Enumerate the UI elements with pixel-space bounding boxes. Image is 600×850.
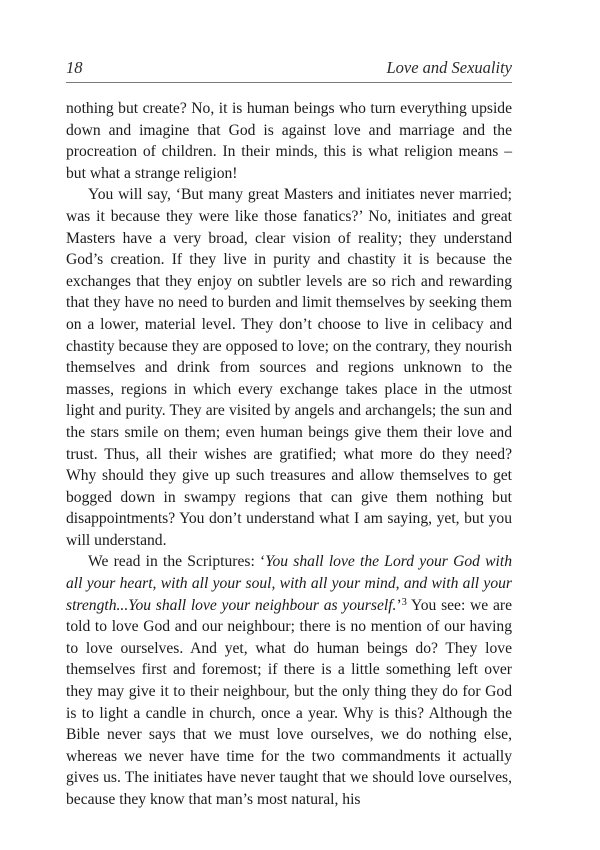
header-rule	[66, 82, 512, 83]
running-header	[66, 58, 512, 80]
running-title: Love and Sexuality	[386, 58, 512, 77]
page-number: 18	[66, 58, 83, 77]
paragraph-2: You will say, ‘But many great Masters and initiates never married; was it because they were like those fanatics?’ No, initiates and great Masters have a very broad, clear vision of reality; they understand God’s creation. If they live in purity and chastity it is because the exchanges that they enjoy on subtler levels are so rich and rewarding that they have no need to burden and limit themselves by seeking them on a lower, material level. They don’t choose to live in celibacy and chastity because they are opposed to love; on the contrary, they nourish themselves and drink from sources and regions unknown to the masses, regions in which every exchange takes place in the utmost light and purity. They are visited by angels and archangels; the sun and the stars smile on them; even human beings give them their love and trust. Thus, all their wishes are gratified; what more do they need? Why should they give up such treasures and allow themselves to get bogged down in swampy regions that can give them nothing but disappointments? You don’t understand what I am saying, yet, but you will understand.	[66, 186, 512, 549]
paragraph-3-rest: You see: we are told to love God and our neighbour; there is no mention of our having to love ourselves. And yet, what do human beings do? They love themselves first and foremost; if there is a little something left over they may give it to their neighbour, but the only thing they do for God is to light a candle in church, once a year. Why is this? Although the Bible never says that we must love ourselves, we do nothing else, whereas we never have time for the two commandments it actually gives us. The initiates have never taught that we should love ourselves, because they know that man’s most natural, his	[66, 596, 512, 808]
body-text	[66, 98, 512, 811]
scripture-quote: You shall love the Lord your God with all your heart, with all your soul, with all your mind, and with all your strength...You shall love your neighbour as yourself.	[66, 553, 513, 614]
paragraph-3-intro: We read in the Scriptures: ‘	[88, 553, 266, 571]
book-page	[66, 58, 512, 811]
quote-close-mark: ’	[396, 596, 402, 614]
paragraph-1: nothing but create? No, it is human beings who turn everything upside down and imagine that God is against love and marriage and the procreation of children. In their minds, this is what religion means – but what a strange religion!	[66, 100, 512, 182]
paragraph-3	[66, 551, 512, 810]
footnote-reference: 3	[401, 596, 407, 608]
